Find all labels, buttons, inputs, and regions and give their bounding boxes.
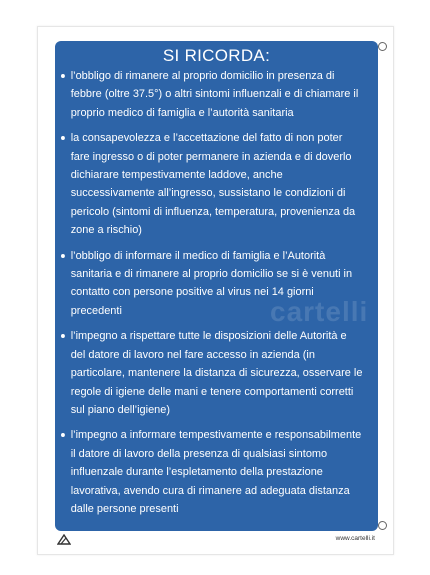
bullet-icon (61, 254, 65, 258)
sign-board (37, 26, 394, 555)
list-item (61, 327, 364, 419)
list-item (61, 129, 364, 239)
mounting-hole-icon (378, 42, 387, 51)
mounting-hole-icon (378, 521, 387, 530)
notice-panel (55, 41, 378, 531)
watermark: cartelli (270, 296, 369, 327)
list-item-text: l’impegno a informare tempestivamente e responsabilmente il datore di lavoro della presenza di qualsiasi sintomo influenzale durante l’espletamento della prestazione lavorativa, avendo cura di rimanere ad adeguata distanza dalle persone presenti (70, 429, 362, 515)
list-item-text: l’obbligo di rimanere al proprio domicilio in presenza di febbre (oltre 37.5°) o altri sintomi influenzali e di chiamare il proprio medico di famiglia e l’autorità sanitaria (70, 70, 359, 119)
list-item-text: la consapevolezza e l’accettazione del fatto di non poter fare ingresso o di poter permanere in azienda e di doverlo dichiarare tempestivamente laddove, anche successivamente all’ingresso, sussistano le condizioni di pericolo (sintomi di influenza, temperatura, provenienza da zone a rischio) (70, 132, 356, 237)
list-item (61, 67, 364, 122)
bullet-icon (61, 433, 65, 437)
cartelli-logo-icon (57, 534, 71, 545)
list-item-text: l’obbligo di informare il medico di famiglia e l’Autorità sanitaria e di rimanere al proprio domicilio se si è venuti in contatto con persone positive al virus nei 14 giorni precedenti (70, 249, 353, 317)
list-item (61, 426, 364, 518)
bullet-icon (61, 74, 65, 78)
bullet-icon (61, 334, 65, 338)
list-item (61, 247, 364, 321)
sign-title: SI RICORDA: (162, 46, 271, 65)
list-item-text: l’impegno a rispettare tutte le disposizioni delle Autorità e del datore di lavoro nel fare accesso in azienda (in particolare, mantenere la distanza di sicurezza, osservare le regole di igiene delle mani e tenere comportamenti corretti sul piano dell’igiene) (70, 330, 363, 416)
notice-list (61, 67, 373, 525)
bullet-icon (61, 136, 65, 140)
website-url: www.cartelli.it (335, 535, 375, 542)
